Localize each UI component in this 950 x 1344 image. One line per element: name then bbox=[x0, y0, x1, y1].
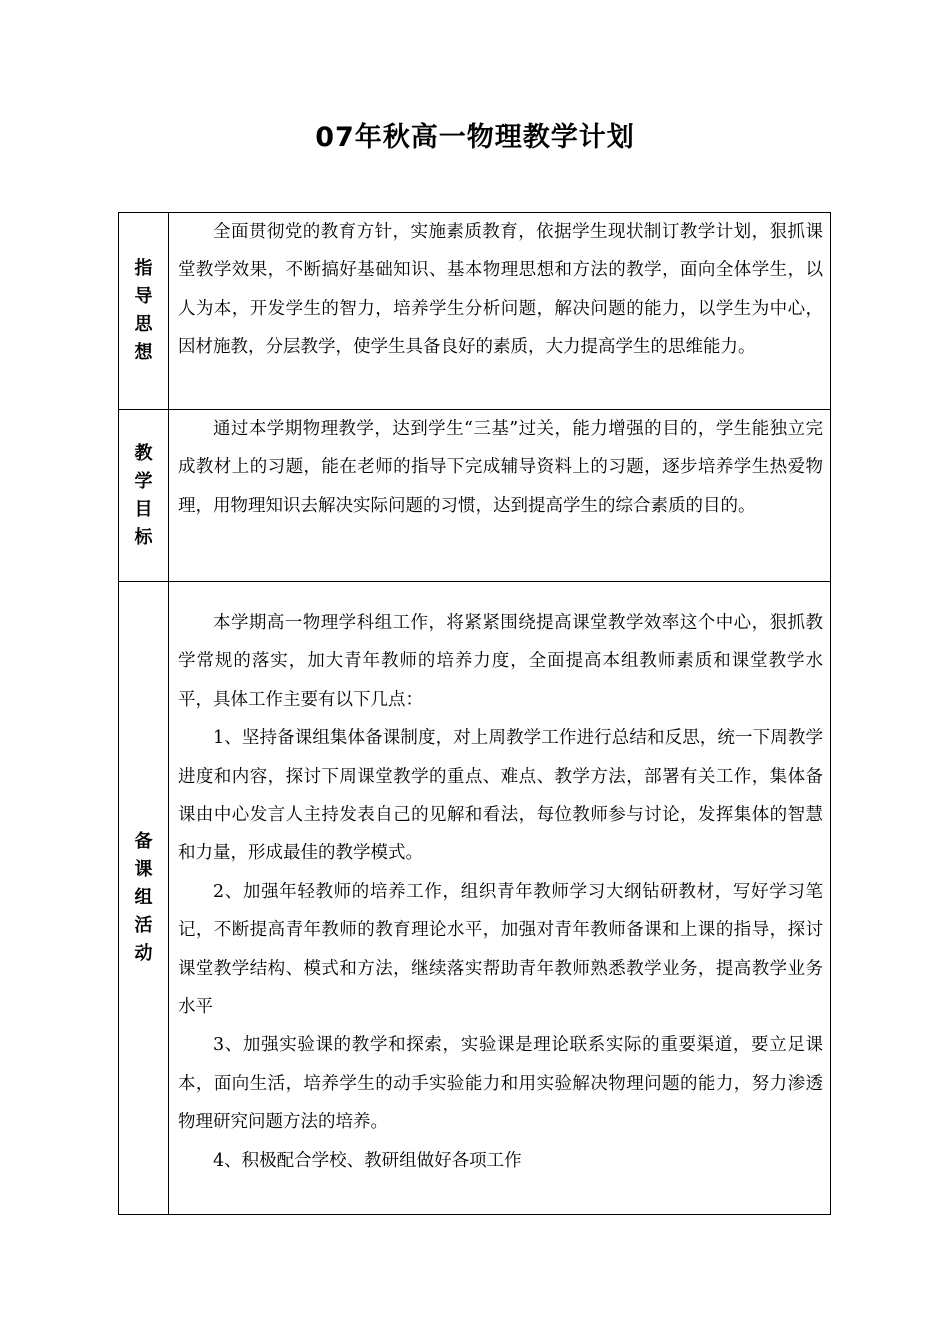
row-label: 指导思想 bbox=[134, 258, 153, 363]
row-label-cell bbox=[119, 213, 169, 410]
paragraph: 3、加强实验课的教学和探索，实验课是理论联系实际的重要渠道，要立足课本，面向生活，培养学生的动手实验能力和用实验解决物理问题的能力，努力渗透物理研究问题方法的培养。 bbox=[178, 1035, 823, 1133]
page-title: 07年秋高一物理教学计划 bbox=[315, 122, 635, 153]
table-row-guiding-ideology bbox=[119, 213, 831, 410]
paragraph: 2、加强年轻教师的培养工作，组织青年教师学习大纲钻研教材，写好学习笔记，不断提高青年教师的教育理论水平，加强对青年教师备课和上课的指导，探讨课堂教学结构、模式和方法，继续落实帮助青年教师熟悉教学业务，提高教学业务水平 bbox=[178, 881, 823, 1018]
paragraph: 本学期高一物理学科组工作，将紧紧围绕提高课堂教学效率这个中心，狠抓教学常规的落实，加大青年教师的培养力度，全面提高本组教师素质和课堂教学水平，具体工作主要有以下几点： bbox=[178, 613, 823, 710]
plan-table bbox=[118, 212, 831, 1215]
row-content-cell bbox=[169, 582, 831, 1215]
row-label-cell bbox=[119, 410, 169, 582]
row-label-cell bbox=[119, 582, 169, 1215]
row-content-cell bbox=[169, 213, 831, 410]
table-row-group-activities bbox=[119, 582, 831, 1215]
paragraph: 全面贯彻党的教育方针，实施素质教育，依据学生现状制订教学计划，狠抓课堂教学效果，不断搞好基础知识、基本物理思想和方法的教学，面向全体学生，以人为本，开发学生的智力，培养学生分析问题，解决问题的能力，以学生为中心，因材施教，分层教学，使学生具备良好的素质，大力提高学生的思维能力。 bbox=[178, 222, 823, 358]
paragraph: 1、坚持备课组集体备课制度，对上周教学工作进行总结和反思，统一下周教学进度和内容，探讨下周课堂教学的重点、难点、教学方法，部署有关工作，集体备课由中心发言人主持发表自己的见解和看法，每位教师参与讨论，发挥集体的智慧和力量，形成最佳的教学模式。 bbox=[178, 728, 823, 864]
paragraph: 通过本学期物理教学，达到学生“三基”过关，能力增强的目的，学生能独立完成教材上的习题，能在老师的指导下完成辅导资料上的习题，逐步培养学生热爱物理，用物理知识去解决实际问题的习惯，达到提高学生的综合素质的目的。 bbox=[178, 419, 823, 516]
row-label: 教学目标 bbox=[134, 442, 153, 548]
row-label: 备课组活动 bbox=[134, 831, 153, 964]
paragraph: 4、积极配合学校、教研组做好各项工作 bbox=[213, 1150, 522, 1171]
table-row-teaching-goals bbox=[119, 410, 831, 582]
row-content-cell bbox=[169, 410, 831, 582]
